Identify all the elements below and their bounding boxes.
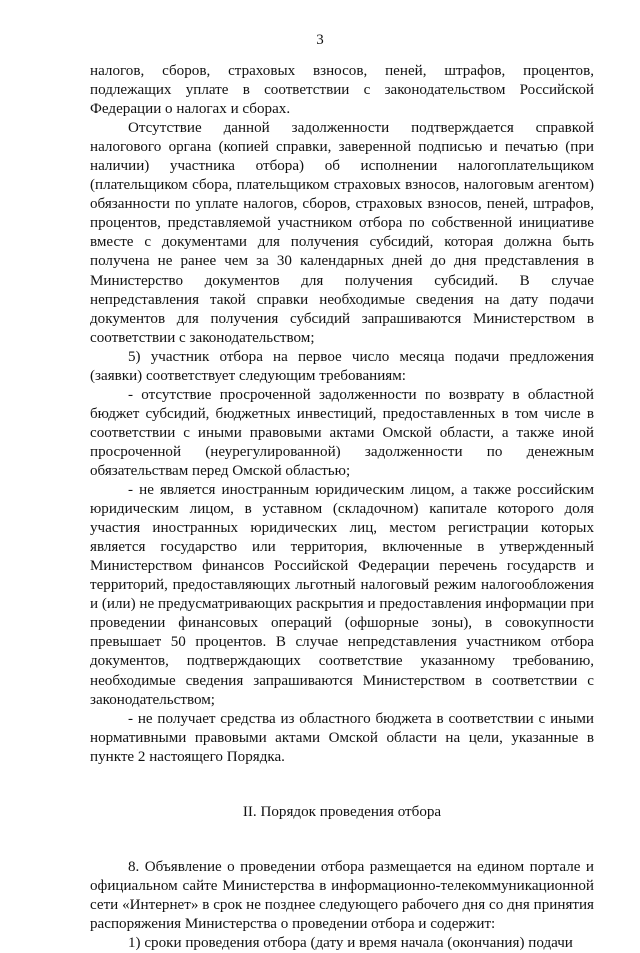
paragraph-requirement-no-debt: - отсутствие просроченной задолженности по возврату в областной бюджет субсидий, бюджетных инвестиций, предоставленных в том числе в соответствии с иными правовыми актами Омской области, а также иной просроченной (неурегулированной) задолженности по денежным обязательствам перед Омской областью; (90, 386, 594, 479)
document-body (90, 62, 594, 953)
paragraph-continuation: налогов, сборов, страховых взносов, пеней, штрафов, процентов, подлежащих уплате в соответствии с законодательством Российской Федерации о налогах и сборах. (90, 63, 594, 118)
paragraph-debt-absence: Отсутствие данной задолженности подтверждается справкой налогового органа (копией справки, заверенной подписью и печатью (при наличии) участника отбора) об исполнении налогоплательщиком (плательщиком сбора, плательщиком страховых взносов, налоговым агентом) обязанности по уплате налогов, сборов, страховых взносов, пеней, штрафов, процентов, представляемой участником отбора по собственной инициативе вместе с документами для получения субсидий, которая должна быть получена не ранее чем за 30 календарных дней до дня представления в Министерство документов для получения субсидий. В случае непредставления такой справки необходимые сведения на дату подачи документов для получения субсидий запрашиваются Министерством в соответствии с законодательством; (90, 120, 594, 346)
paragraph-item-8: 8. Объявление о проведении отбора размещается на едином портале и официальном сайте Министерства в информационно-телекоммуникационной сети «Интернет» в срок не позднее следующего рабочего дня со дня принятия распоряжения Министерства о проведении отбора и содержит: (90, 858, 594, 932)
page-number: 3 (316, 32, 324, 48)
paragraph-item-5: 5) участник отбора на первое число месяца подачи предложения (заявки) соответствует следующим требованиям: (90, 348, 594, 384)
section-title: II. Порядок проведения отбора (242, 803, 442, 820)
paragraph-subitem-1: 1) сроки проведения отбора (дату и время начала (окончания) подачи (128, 934, 573, 951)
paragraph-requirement-not-foreign: - не является иностранным юридическим лицом, а также российским юридическим лицом, в уставном (складочном) капитале которого доля участия иностранных юридических лиц, местом регистрации которых является государство или территория, включенные в утвержденный Министерством финансов Российской Федерации перечень государств и территорий, предоставляющих льготный налоговый режим налогообложения и (или) не предусматривающих раскрытия и предоставления информации при проведении финансовых операций (офшорные зоны), в совокупности превышает 50 процентов. В случае непредставления участником отбора документов, подтверждающих соответствие указанному требованию, необходимые сведения запрашиваются Министерством в соответствии с законодательством; (90, 482, 594, 708)
paragraph-requirement-no-funds: - не получает средства из областного бюджета в соответствии с иными нормативными правовыми актами Омской области на цели, указанные в пункте 2 настоящего Порядка. (90, 710, 594, 765)
